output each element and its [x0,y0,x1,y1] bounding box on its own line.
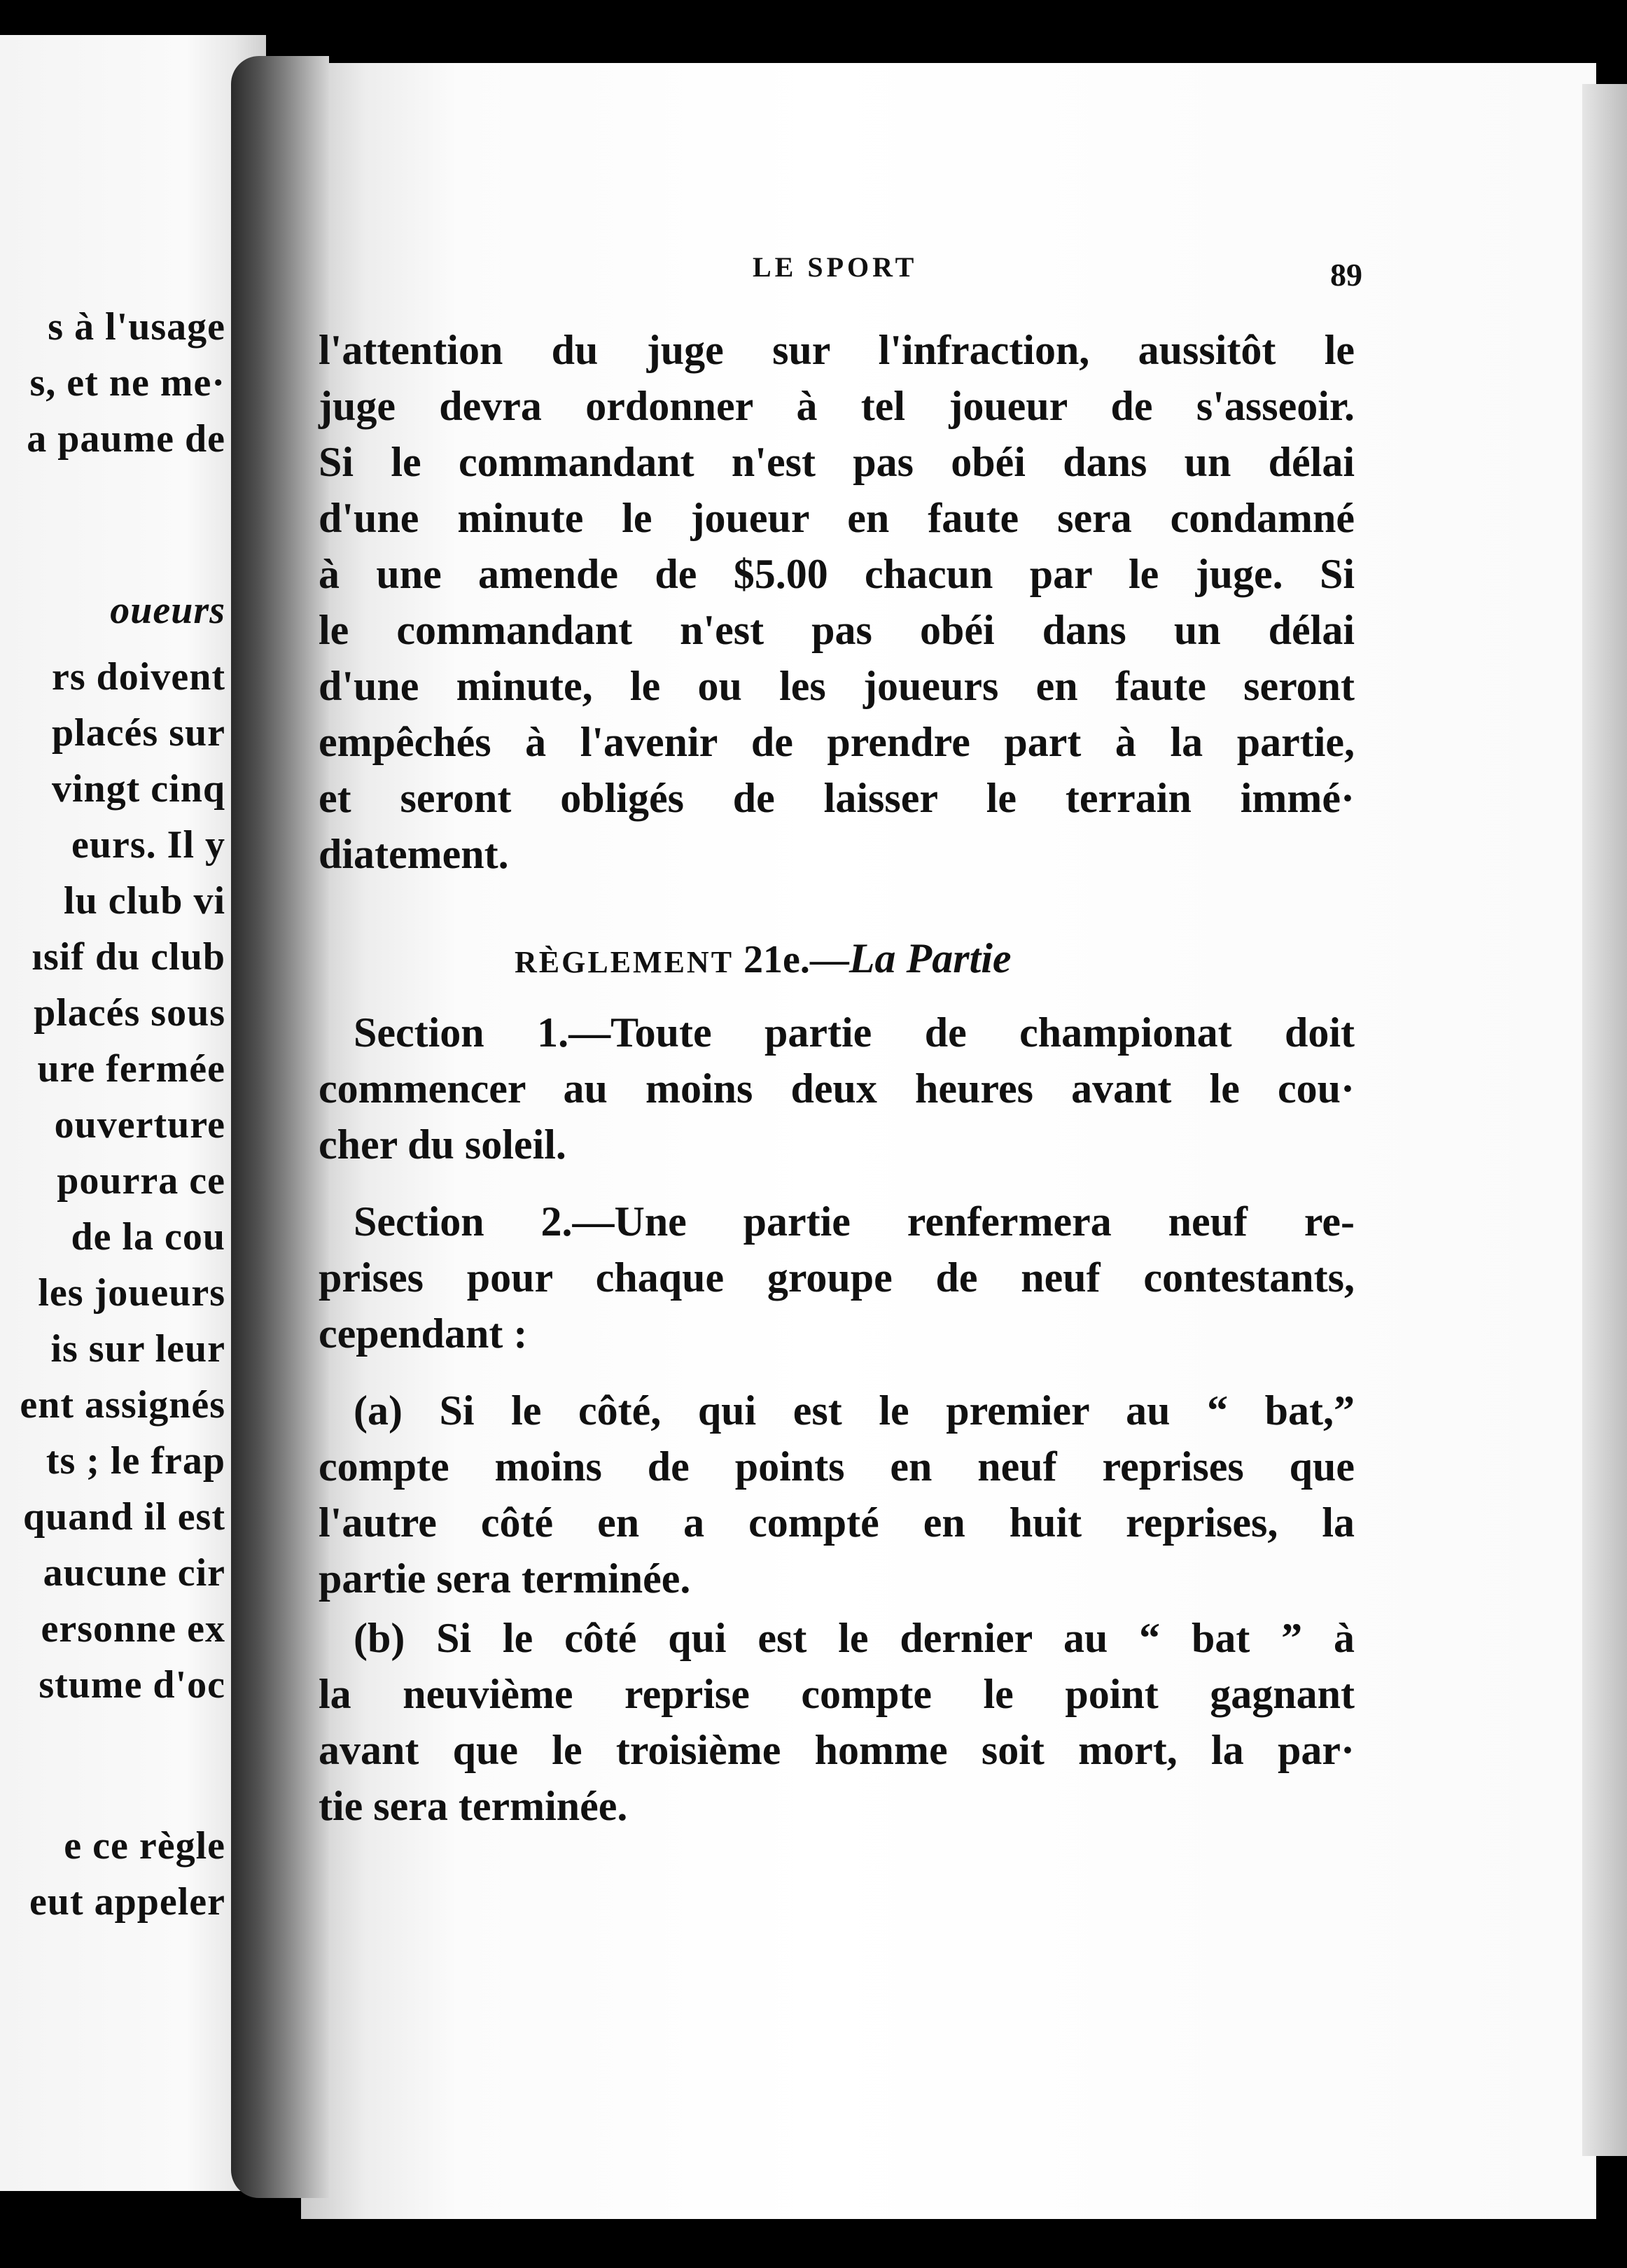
paragraph-line: diatement. [319,831,509,877]
left-line: rs doivent [52,655,225,699]
left-line: eut appeler [29,1880,225,1924]
book-gutter-shadow [231,56,329,2198]
paragraph-line: d'une minute, le ou les joueurs en faute seront [319,663,1355,709]
section-1-line: Section 1.—Toute partie de championat doit [354,1009,1355,1056]
heading-number: 21e.— [743,938,849,981]
heading-label: RÈGLEMENT [515,945,734,979]
left-line: ent assignés [20,1383,225,1427]
paragraph-line: Si le commandant n'est pas obéi dans un délai [319,439,1355,485]
section-2-line: cependant : [319,1310,528,1357]
section-1-line: cher du soleil. [319,1121,566,1168]
left-line: vingt cinq [51,767,225,811]
left-line: ts ; le frap [46,1439,225,1483]
left-line: is sur leur [50,1327,225,1371]
left-line: lu club vi [64,879,225,923]
left-line: placés sous [34,991,225,1035]
rule-heading [515,934,1012,983]
clause-b-line: tie sera terminée. [319,1783,628,1829]
previous-page [0,35,266,2191]
left-line: quand il est [23,1495,225,1539]
paragraph-line: le commandant n'est pas obéi dans un délai [319,607,1355,653]
paragraph-line: à une amende de $5.00 chacun par le juge. Si [319,551,1355,597]
clause-a-line: l'autre côté en a compté en huit reprises, la [319,1499,1355,1546]
clause-b-line: la neuvième reprise compte le point gagnant [319,1671,1355,1717]
left-line: eurs. Il y [71,823,225,867]
left-line: ouverture [54,1103,225,1147]
section-1-line: commencer au moins deux heures avant le cou· [319,1065,1355,1112]
left-line: stume d'oc [39,1663,225,1707]
heading-title: La Partie [849,935,1012,981]
left-line: pourra ce [57,1159,225,1203]
paragraph-line: juge devra ordonner à tel joueur de s'asseoir. [319,383,1355,429]
paragraph-line: et seront obligés de laisser le terrain immé· [319,775,1355,821]
left-line: les joueurs [38,1271,225,1315]
clause-b-line: (b) Si le côté qui est le dernier au “ bat ” à [354,1615,1355,1661]
page-number: 89 [1330,257,1362,293]
left-line: s, et ne me· [29,361,225,405]
page-edge [1582,84,1627,2156]
left-line: e ce règle [64,1824,225,1868]
clause-a-line: (a) Si le côté, qui est le premier au “ bat,” [354,1387,1355,1434]
left-line: ısif du club [32,935,225,979]
section-2-line: prises pour chaque groupe de neuf contestants, [319,1254,1355,1301]
paragraph-line: d'une minute le joueur en faute sera condamné [319,495,1355,541]
clause-b-line: avant que le troisième homme soit mort, la par· [319,1727,1355,1773]
clause-a-line: compte moins de points en neuf reprises que [319,1443,1355,1490]
running-head: LE SPORT [753,251,918,283]
left-line: aucune cir [43,1551,225,1595]
left-line: placés sur [52,711,225,755]
section-2-line: Section 2.—Une partie renfermera neuf re- [354,1198,1355,1245]
left-line: oueurs [110,589,225,632]
left-line: de la cou [71,1215,225,1259]
clause-a-line: partie sera terminée. [319,1555,691,1602]
left-line: ure fermée [37,1047,225,1091]
left-line: a paume de [27,417,225,461]
left-line: ersonne ex [41,1607,225,1651]
paragraph-line: empêchés à l'avenir de prendre part à la partie, [319,719,1355,765]
left-line: s à l'usage [48,305,225,349]
paragraph-line: l'attention du juge sur l'infraction, aussitôt le [319,327,1355,373]
